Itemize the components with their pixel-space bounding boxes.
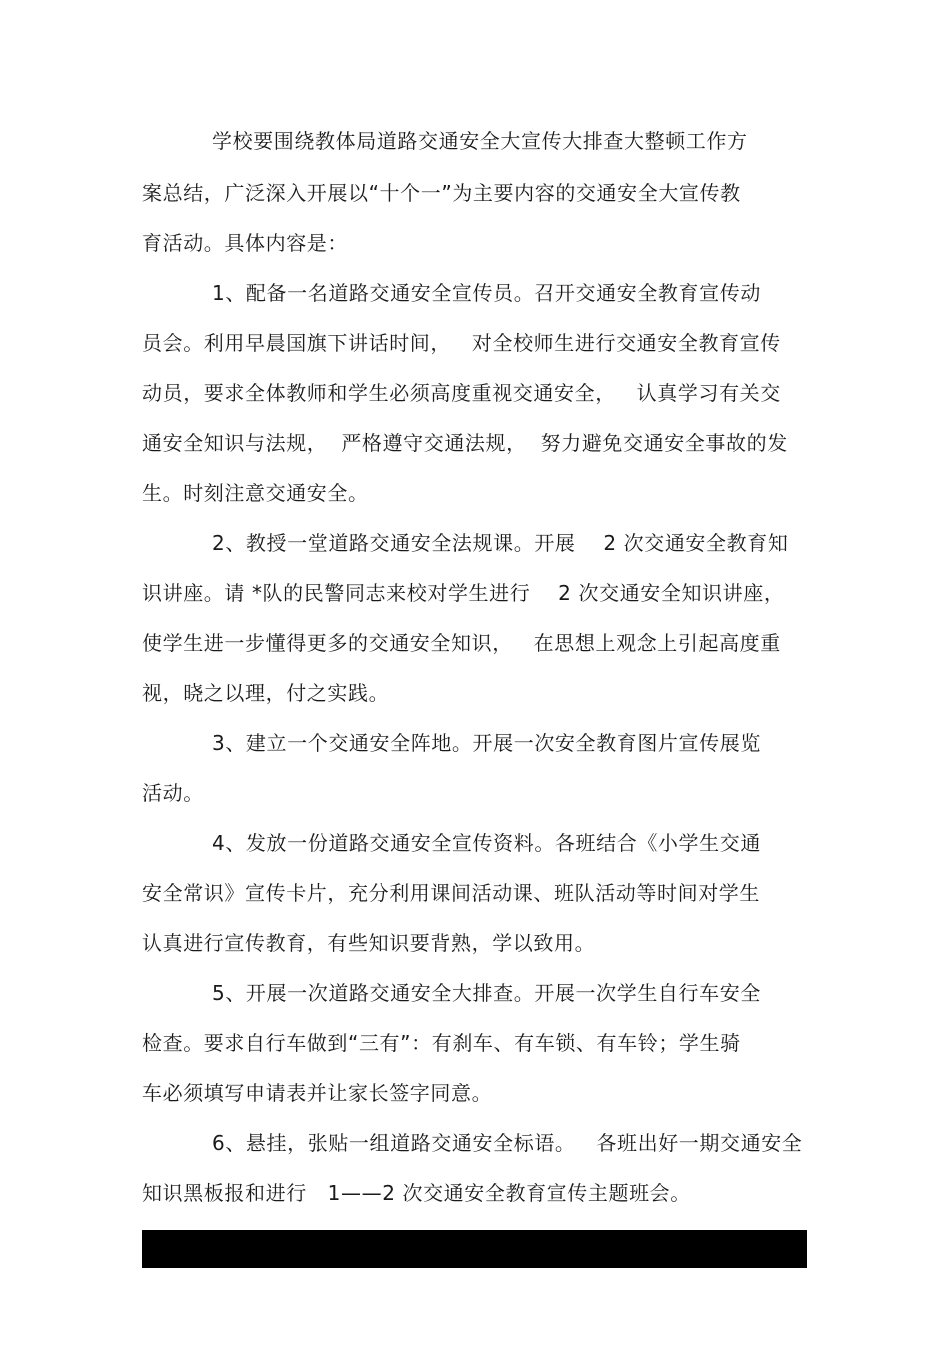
item-1-line-5: 生。时刻注意交通安全。 [142, 481, 369, 505]
item-6-line-1: 6、悬挂，张贴一组道路交通安全标语。 各班出好一期交通安全 [212, 1131, 803, 1155]
item-4-line-3: 认真进行宣传教育，有些知识要背熟，学以致用。 [142, 931, 596, 955]
item-1-line-3: 动员，要求全体教师和学生必须高度重视交通安全， 认真学习有关交 [142, 381, 781, 405]
item-6-line-2: 知识黑板报和进行 1——2 次交通安全教育宣传主题班会。 [142, 1181, 691, 1205]
item-2-line-4: 视，晓之以理，付之实践。 [142, 681, 390, 705]
item-2-line-3: 使学生进一步懂得更多的交通安全知识， 在思想上观念上引起高度重 [142, 631, 781, 655]
item-5-line-2: 检查。要求自行车做到“三有”：有刹车、有车锁、有车铃；学生骑 [142, 1031, 741, 1055]
paragraph-intro-line-3: 育活动。具体内容是： [142, 231, 348, 255]
item-3-line-2: 活动。 [142, 781, 204, 805]
redaction-bar [142, 1230, 807, 1268]
item-1-line-4: 通安全知识与法规， 严格遵守交通法规， 努力避免交通安全事故的发 [142, 431, 788, 455]
item-1-line-2: 员会。利用早晨国旗下讲话时间， 对全校师生进行交通安全教育宣传 [142, 331, 781, 355]
item-1-line-1: 1、配备一名道路交通安全宣传员。召开交通安全教育宣传动 [212, 281, 761, 305]
item-3-line-1: 3、建立一个交通安全阵地。开展一次安全教育图片宣传展览 [212, 731, 761, 755]
item-5-line-1: 5、开展一次道路交通安全大排查。开展一次学生自行车安全 [212, 981, 761, 1005]
paragraph-intro-line-1: 学校要围绕教体局道路交通安全大宣传大排查大整顿工作方 [212, 129, 748, 153]
paragraph-intro-line-2: 案总结，广泛深入开展以“十个一”为主要内容的交通安全大宣传教 [142, 181, 741, 205]
item-5-line-3: 车必须填写申请表并让家长签字同意。 [142, 1081, 493, 1105]
item-4-line-2: 安全常识》宣传卡片，充分利用课间活动课、班队活动等时间对学生 [142, 881, 760, 905]
item-2-line-2: 识讲座。请 *队的民警同志来校对学生进行 2 次交通安全知识讲座， [142, 581, 785, 605]
item-4-line-1: 4、发放一份道路交通安全宣传资料。各班结合《小学生交通 [212, 831, 761, 855]
item-2-line-1: 2、教授一堂道路交通安全法规课。开展 2 次交通安全教育知 [212, 531, 789, 555]
